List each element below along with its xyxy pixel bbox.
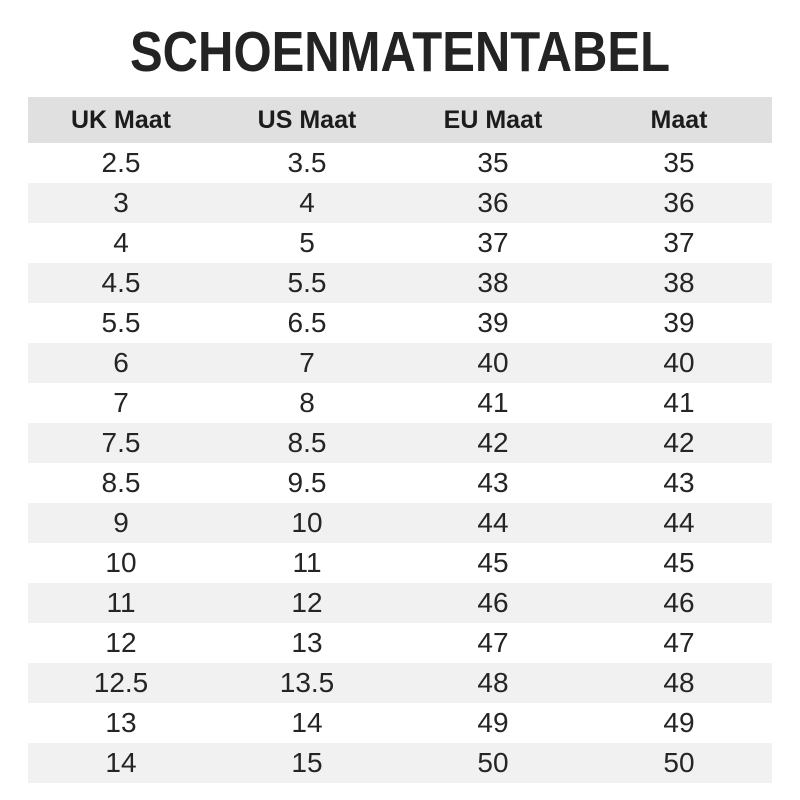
- table-row: [28, 663, 772, 703]
- size-cell: 3: [113, 187, 129, 218]
- size-cell: 37: [477, 227, 509, 258]
- size-cell: 50: [477, 747, 509, 778]
- size-cell: 10: [291, 507, 323, 538]
- size-cell: 12.5: [93, 667, 149, 698]
- size-cell: 6.5: [287, 307, 327, 338]
- size-cell: 5.5: [287, 267, 327, 298]
- size-cell: 2.5: [101, 147, 141, 178]
- size-cell: 13.5: [279, 667, 335, 698]
- header-row: [28, 97, 772, 143]
- table-row: [28, 743, 772, 783]
- size-cell: 13: [105, 707, 137, 738]
- size-cell: 38: [477, 267, 509, 298]
- size-cell: 7: [299, 347, 315, 378]
- size-cell: 4: [113, 227, 129, 258]
- size-cell: 8: [299, 387, 315, 418]
- table-row: [28, 183, 772, 223]
- table-row: [28, 503, 772, 543]
- size-cell: 14: [291, 707, 323, 738]
- size-cell: 37: [663, 227, 695, 258]
- size-cell: 3.5: [287, 147, 327, 178]
- size-table: [28, 97, 772, 783]
- size-cell: 5: [299, 227, 315, 258]
- size-cell: 14: [105, 747, 137, 778]
- size-cell: 9.5: [287, 467, 327, 498]
- size-cell: 11: [292, 547, 322, 578]
- page-title: SCHOENMATENTABEL: [129, 20, 671, 84]
- table-row: [28, 583, 772, 623]
- size-cell: 36: [663, 187, 695, 218]
- size-cell: 4: [299, 187, 315, 218]
- size-cell: 47: [477, 627, 509, 658]
- header-cell-maat: Maat: [650, 105, 708, 134]
- size-cell: 13: [291, 627, 323, 658]
- table-row: [28, 463, 772, 503]
- size-cell: 41: [663, 387, 695, 418]
- size-cell: 5.5: [101, 307, 141, 338]
- size-cell: 41: [477, 387, 509, 418]
- size-cell: 48: [663, 667, 695, 698]
- size-cell: 44: [663, 507, 695, 538]
- size-cell: 8.5: [101, 467, 141, 498]
- size-cell: 12: [291, 587, 323, 618]
- size-table-body: [28, 143, 772, 783]
- size-cell: 46: [663, 587, 695, 618]
- size-cell: 47: [663, 627, 695, 658]
- table-row: [28, 543, 772, 583]
- header-cell-us-maat: US Maat: [257, 105, 357, 134]
- size-cell: 45: [663, 547, 695, 578]
- size-cell: 7: [113, 387, 129, 418]
- size-cell: 46: [477, 587, 509, 618]
- size-cell: 36: [477, 187, 509, 218]
- table-row: [28, 383, 772, 423]
- size-cell: 11: [106, 587, 136, 618]
- size-cell: 49: [477, 707, 509, 738]
- size-cell: 50: [663, 747, 695, 778]
- size-cell: 4.5: [101, 267, 141, 298]
- size-cell: 40: [663, 347, 695, 378]
- size-cell: 6: [113, 347, 129, 378]
- table-row: [28, 223, 772, 263]
- size-cell: 38: [663, 267, 695, 298]
- size-cell: 48: [477, 667, 509, 698]
- table-row: [28, 263, 772, 303]
- header-cell-uk-maat: UK Maat: [70, 105, 171, 134]
- size-cell: 15: [291, 747, 323, 778]
- size-cell: 39: [477, 307, 509, 338]
- size-cell: 45: [477, 547, 509, 578]
- table-row: [28, 343, 772, 383]
- table-row: [28, 423, 772, 463]
- table-row: [28, 623, 772, 663]
- size-cell: 42: [663, 427, 695, 458]
- table-row: [28, 143, 772, 183]
- header-cell-eu-maat: EU Maat: [443, 105, 543, 134]
- size-cell: 49: [663, 707, 695, 738]
- size-cell: 10: [105, 547, 137, 578]
- size-cell: 35: [477, 147, 509, 178]
- size-cell: 9: [113, 507, 129, 538]
- size-cell: 8.5: [287, 427, 327, 458]
- table-row: [28, 703, 772, 743]
- size-cell: 44: [477, 507, 509, 538]
- size-cell: 12: [105, 627, 137, 658]
- size-cell: 43: [663, 467, 695, 498]
- size-cell: 42: [477, 427, 509, 458]
- size-table-header: [28, 97, 772, 143]
- size-cell: 7.5: [101, 427, 141, 458]
- size-cell: 43: [477, 467, 509, 498]
- size-cell: 40: [477, 347, 509, 378]
- size-cell: 39: [663, 307, 695, 338]
- size-cell: 35: [663, 147, 695, 178]
- table-row: [28, 303, 772, 343]
